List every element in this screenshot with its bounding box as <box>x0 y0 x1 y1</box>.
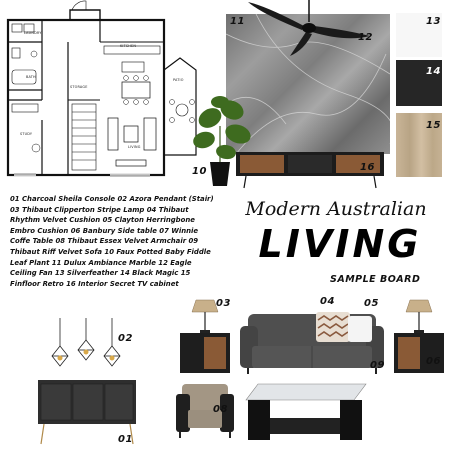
pendant-lights <box>40 318 130 374</box>
room-label-study: STUDY <box>20 132 33 136</box>
room-label-living: LIVING <box>128 145 141 149</box>
marker-16: 16 <box>360 162 375 173</box>
floor-plan <box>0 0 200 185</box>
marker-06: 06 <box>426 356 441 367</box>
marker-09: 09 <box>370 360 385 371</box>
room-label-laundry: LAUNDRY <box>24 31 42 35</box>
ceiling-fan <box>246 0 376 60</box>
marker-13: 13 <box>426 16 441 27</box>
product-legend: 01 Charcoal Sheila Console 02 Azora Pendant (Stair) 03 Thibaut Clipperton Stripe Lamp 04 Thibaut Rhythm Velvet Cushion 05 Clayton Herringbone Embro Cushion 06 Banbury Side table 07 Winnie Coffe Table 08 Thibaut Essex Velvet Armchair 09 Thibaut Riff Velvet Sofa 10 Faux Potted Baby Fiddle Leaf Plant 11 Dulux Ambiance Marble 12 Eagle Ceiling Fan 13 Silverfeather 14 Black Magic 15 Finfloor Retro 16 Interior Secret TV cabinet <box>10 195 214 288</box>
marker-15: 15 <box>426 120 441 131</box>
room-label-patio: PATIO <box>173 78 184 82</box>
marker-07: 07 <box>368 408 383 419</box>
marker-12: 12 <box>358 32 373 43</box>
room-label-storage: STORAGE <box>70 85 88 89</box>
marker-03: 03 <box>216 298 231 309</box>
marker-04: 04 <box>320 296 335 307</box>
marker-02: 02 <box>118 333 133 344</box>
marker-08: 08 <box>213 404 228 415</box>
coffee-table <box>244 378 368 444</box>
marker-14: 14 <box>426 66 441 77</box>
marker-01: 01 <box>118 434 133 445</box>
velvet-sofa <box>238 310 386 376</box>
board-title-script: Modern Australian <box>245 198 427 220</box>
marker-05: 05 <box>364 298 379 309</box>
board-title-main: LIVING <box>258 222 422 266</box>
room-label-kitchen: KITCHEN <box>120 44 137 48</box>
room-label-bath: BATH <box>26 75 36 79</box>
marker-10: 10 <box>192 166 207 177</box>
floor-plan-drawing <box>0 0 200 185</box>
board-subtitle: SAMPLE BOARD <box>330 274 421 285</box>
marker-11: 11 <box>230 16 245 27</box>
